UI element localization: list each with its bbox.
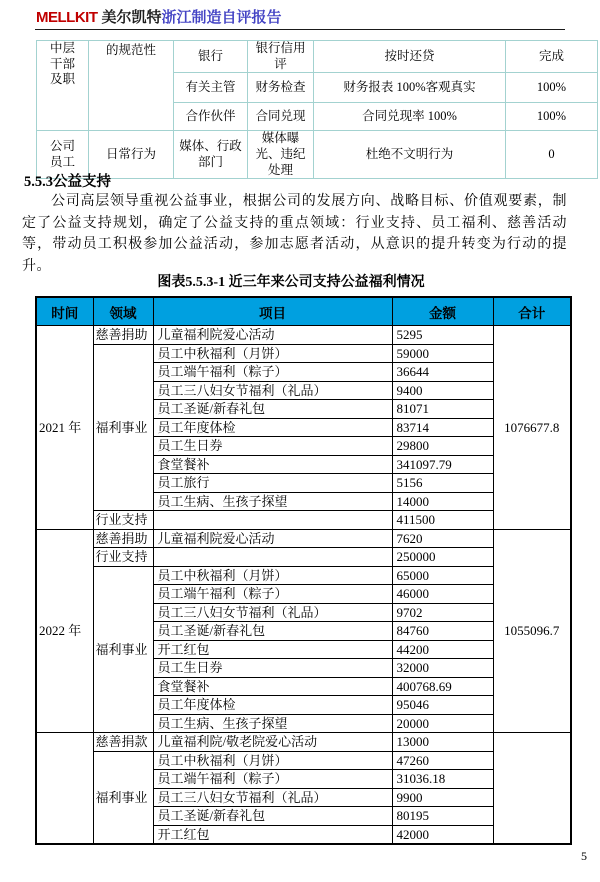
amount-cell: 83714 [392, 418, 493, 437]
section-heading: 5.5.3公益支持 [24, 174, 111, 190]
compliance-table [36, 40, 598, 179]
cell-partner: 合作伙伴 [174, 103, 248, 131]
amount-cell: 14000 [392, 492, 493, 511]
amount-cell: 400768.69 [392, 677, 493, 696]
year-cell: 2021 年 [36, 326, 93, 530]
amount-cell: 5295 [392, 326, 493, 345]
table-row [36, 326, 571, 345]
amount-cell: 341097.79 [392, 455, 493, 474]
cell-no-uncivilized: 杜绝不文明行为 [314, 131, 506, 179]
project-cell: 员工年度体检 [153, 418, 392, 437]
project-cell: 员工端午福利（粽子） [153, 770, 392, 789]
cell-role-midlevel: 中层干部及职 [37, 41, 89, 131]
domain-cell: 福利事业 [93, 566, 153, 733]
amount-cell: 29800 [392, 437, 493, 456]
amount-cell: 9400 [392, 381, 493, 400]
project-cell: 儿童福利院爱心活动 [153, 529, 392, 548]
year-cell [36, 733, 93, 845]
col-header-amount: 金额 [392, 297, 493, 326]
year-cell: 2022 年 [36, 529, 93, 733]
domain-cell: 福利事业 [93, 751, 153, 844]
cell-daily-behavior: 日常行为 [89, 131, 174, 179]
amount-cell: 5156 [392, 474, 493, 493]
col-header-project: 项目 [153, 297, 392, 326]
cell-complete: 完成 [506, 41, 598, 73]
amount-cell: 95046 [392, 696, 493, 715]
col-header-time: 时间 [36, 297, 93, 326]
project-cell: 员工三八妇女节福利（礼品） [153, 381, 392, 400]
cell-repay-on-time: 按时还贷 [314, 41, 506, 73]
amount-cell: 84760 [392, 622, 493, 641]
domain-cell: 行业支持 [93, 548, 153, 567]
page-number: 5 [581, 849, 587, 863]
total-cell: 1076677.8 [493, 326, 571, 530]
amount-cell: 31036.18 [392, 770, 493, 789]
project-cell: 员工端午福利（粽子） [153, 363, 392, 382]
amount-cell: 411500 [392, 511, 493, 530]
cell-media-exposure: 媒体曝光、违纪处理 [248, 131, 314, 179]
domain-cell: 福利事业 [93, 344, 153, 511]
cell-bank: 银行 [174, 41, 248, 73]
amount-cell: 32000 [392, 659, 493, 678]
table-row [36, 548, 571, 567]
table-row [36, 511, 571, 530]
project-cell: 员工三八妇女节福利（礼品） [153, 603, 392, 622]
project-cell: 员工中秋福利（月饼） [153, 566, 392, 585]
cell-norm: 的规范性 [89, 41, 174, 131]
cell-bank-credit: 银行信用评 [248, 41, 314, 73]
amount-cell: 47260 [392, 751, 493, 770]
project-cell: 员工旅行 [153, 474, 392, 493]
cell-rate-1: 100% [506, 73, 598, 103]
cell-employees: 公司员工 [37, 131, 89, 179]
amount-cell: 7620 [392, 529, 493, 548]
header-divider [35, 29, 565, 30]
project-cell: 员工中秋福利（月饼） [153, 751, 392, 770]
col-header-total: 合计 [493, 297, 571, 326]
table-row [36, 344, 571, 363]
project-cell: 员工圣诞/新春礼包 [153, 400, 392, 419]
amount-cell: 250000 [392, 548, 493, 567]
amount-cell: 20000 [392, 714, 493, 733]
project-cell: 员工圣诞/新春礼包 [153, 622, 392, 641]
cell-financial-check: 财务检查 [248, 73, 314, 103]
project-cell: 开工红包 [153, 825, 392, 844]
report-title: 浙江制造自评报告 [161, 10, 282, 26]
project-cell: 员工端午福利（粽子） [153, 585, 392, 604]
amount-cell: 36644 [392, 363, 493, 382]
col-header-domain: 领域 [93, 297, 153, 326]
amount-cell: 9702 [392, 603, 493, 622]
project-cell: 员工生日券 [153, 659, 392, 678]
brand-name-cn: 美尔凯特 [101, 10, 162, 26]
cell-zero: 0 [506, 131, 598, 179]
amount-cell: 9900 [392, 788, 493, 807]
project-cell: 员工生病、生孩子探望 [153, 714, 392, 733]
document-header [36, 6, 282, 27]
project-cell: 儿童福利院爱心活动 [153, 326, 392, 345]
project-cell: 员工三八妇女节福利（礼品） [153, 788, 392, 807]
project-cell [153, 548, 392, 567]
total-cell: 1055096.7 [493, 529, 571, 733]
table-row [36, 733, 571, 752]
project-cell [153, 511, 392, 530]
project-cell: 食堂餐补 [153, 677, 392, 696]
cell-contract-rate: 合同兑现率 100% [314, 103, 506, 131]
amount-cell: 65000 [392, 566, 493, 585]
welfare-support-table [35, 296, 572, 845]
project-cell: 员工生日券 [153, 437, 392, 456]
cell-rate-2: 100% [506, 103, 598, 131]
amount-cell: 81071 [392, 400, 493, 419]
cell-contract-honor: 合同兑现 [248, 103, 314, 131]
cell-media-gov: 媒体、行政部门 [174, 131, 248, 179]
body-paragraph: 公司高层领导重视公益事业，根据公司的发展方向、战略目标、价值观要素，制定了公益支持规划，确定了公益支持的重点领域：行业支持、员工福利、慈善活动等，带动员工积极参加公益活动，参加志愿者活动，从意识的提升转变为行动的提升。 [22, 194, 567, 274]
amount-cell: 13000 [392, 733, 493, 752]
amount-cell: 44200 [392, 640, 493, 659]
table-caption: 图表5.5.3-1 近三年来公司支持公益福利情况 [157, 275, 425, 290]
cell-financial-report: 财务报表 100%客观真实 [314, 73, 506, 103]
project-cell: 员工中秋福利（月饼） [153, 344, 392, 363]
amount-cell: 80195 [392, 807, 493, 826]
cell-supervisor: 有关主管 [174, 73, 248, 103]
project-cell: 食堂餐补 [153, 455, 392, 474]
domain-cell: 慈善捐助 [93, 529, 153, 548]
project-cell: 员工年度体检 [153, 696, 392, 715]
project-cell: 员工生病、生孩子探望 [153, 492, 392, 511]
amount-cell: 46000 [392, 585, 493, 604]
table-row [36, 751, 571, 770]
domain-cell: 慈善捐助 [93, 326, 153, 345]
brand-logo-text: MELLKIT [36, 9, 98, 26]
total-cell [493, 733, 571, 845]
project-cell: 开工红包 [153, 640, 392, 659]
amount-cell: 42000 [392, 825, 493, 844]
project-cell: 员工圣诞/新春礼包 [153, 807, 392, 826]
table-row [36, 529, 571, 548]
domain-cell: 行业支持 [93, 511, 153, 530]
project-cell: 儿童福利院/敬老院爱心活动 [153, 733, 392, 752]
table-row [36, 566, 571, 585]
amount-cell: 59000 [392, 344, 493, 363]
domain-cell: 慈善捐款 [93, 733, 153, 752]
